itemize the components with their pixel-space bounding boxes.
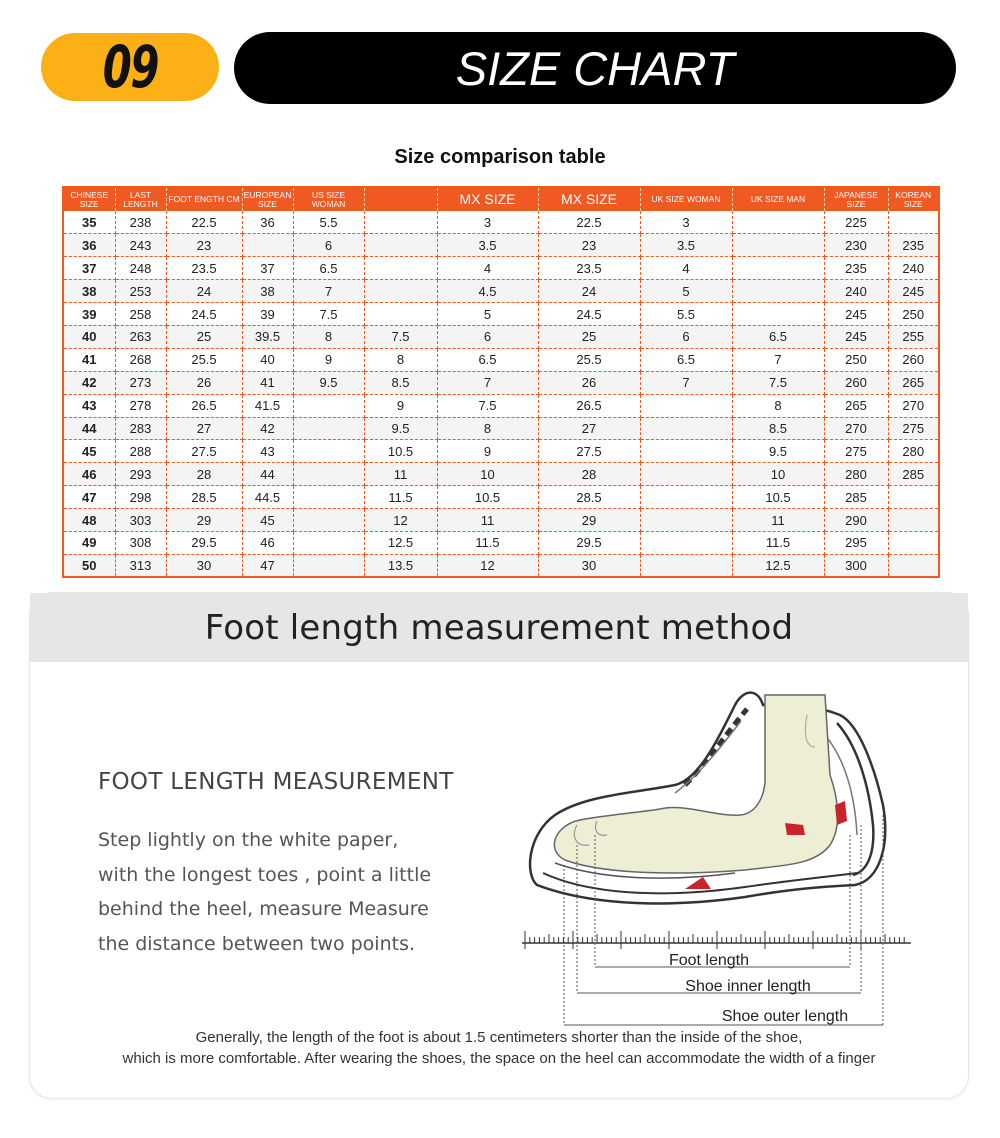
footnote-line: Generally, the length of the foot is about 1.5 centimeters shorter than the inside of the shoe, <box>195 1029 803 1046</box>
column-header: FOOT ENGTH CM <box>166 187 242 211</box>
table-cell: 7.5 <box>293 303 364 326</box>
table-cell: 38 <box>242 280 293 303</box>
table-cell: 24.5 <box>166 303 242 326</box>
size-cell-chinese: 50 <box>63 554 115 577</box>
table-row <box>63 440 939 463</box>
table-cell <box>242 234 293 257</box>
size-cell-chinese: 44 <box>63 417 115 440</box>
size-cell-chinese: 47 <box>63 486 115 509</box>
table-cell <box>293 417 364 440</box>
table-cell <box>364 257 437 280</box>
size-cell-chinese: 38 <box>63 280 115 303</box>
table-cell: 270 <box>888 394 939 417</box>
table-row <box>63 531 939 554</box>
shoe-measurement-illustration <box>485 675 925 1025</box>
table-cell: 240 <box>888 257 939 280</box>
table-cell: 230 <box>824 234 888 257</box>
size-cell-chinese: 45 <box>63 440 115 463</box>
table-cell <box>732 234 824 257</box>
table-cell: 6.5 <box>732 325 824 348</box>
table-cell: 6.5 <box>640 348 732 371</box>
method-heading: Foot length measurement method <box>204 607 794 648</box>
footnote-line: which is more comfortable. After wearing the shoes, the space on the heel can accommodate the width of a finger <box>122 1050 876 1067</box>
table-cell: 47 <box>242 554 293 577</box>
table-cell: 13.5 <box>364 554 437 577</box>
table-cell: 6.5 <box>437 348 538 371</box>
table-cell <box>293 509 364 532</box>
table-cell <box>293 486 364 509</box>
table-cell: 25 <box>166 325 242 348</box>
table-cell: 275 <box>824 440 888 463</box>
table-row <box>63 257 939 280</box>
table-cell: 5.5 <box>640 303 732 326</box>
table-cell <box>293 463 364 486</box>
table-cell: 11.5 <box>732 531 824 554</box>
section-number: 09 <box>102 33 158 101</box>
measurement-description <box>98 823 458 961</box>
table-row <box>63 394 939 417</box>
table-cell: 303 <box>115 509 166 532</box>
table-cell: 265 <box>824 394 888 417</box>
table-cell: 265 <box>888 371 939 394</box>
description-line: behind the heel, measure Measure <box>98 898 429 920</box>
table-cell: 250 <box>888 303 939 326</box>
table-cell <box>888 486 939 509</box>
table-cell: 5 <box>640 280 732 303</box>
table-cell: 28 <box>538 463 640 486</box>
table-cell: 23 <box>166 234 242 257</box>
table-cell: 245 <box>888 280 939 303</box>
table-row <box>63 554 939 577</box>
table-cell: 5.5 <box>293 211 364 234</box>
table-cell <box>640 486 732 509</box>
table-cell: 24.5 <box>538 303 640 326</box>
table-cell: 8.5 <box>364 371 437 394</box>
table-cell: 27 <box>538 417 640 440</box>
table-cell: 12.5 <box>732 554 824 577</box>
size-cell-chinese: 41 <box>63 348 115 371</box>
table-row <box>63 234 939 257</box>
table-cell: 25.5 <box>538 348 640 371</box>
table-cell <box>732 257 824 280</box>
table-cell: 24 <box>538 280 640 303</box>
table-cell: 11 <box>437 509 538 532</box>
column-header: UK SIZE WOMAN <box>640 187 732 211</box>
table-cell <box>364 280 437 303</box>
table-cell <box>364 303 437 326</box>
table-cell: 245 <box>824 303 888 326</box>
table-cell: 3 <box>640 211 732 234</box>
table-row <box>63 211 939 234</box>
table-cell: 295 <box>824 531 888 554</box>
table-cell: 29.5 <box>538 531 640 554</box>
table-cell: 280 <box>888 440 939 463</box>
table-cell: 9 <box>437 440 538 463</box>
table-cell: 44.5 <box>242 486 293 509</box>
column-header: CHINESE SIZE <box>63 187 115 211</box>
table-cell: 3 <box>437 211 538 234</box>
table-cell: 4 <box>640 257 732 280</box>
table-cell: 6 <box>293 234 364 257</box>
table-cell <box>732 280 824 303</box>
table-row <box>63 486 939 509</box>
table-cell: 250 <box>824 348 888 371</box>
table-cell: 3.5 <box>640 234 732 257</box>
table-cell <box>364 211 437 234</box>
foot-length-label: Foot length <box>668 952 750 969</box>
table-cell <box>293 554 364 577</box>
shoe-outer-length-label: Shoe outer length <box>721 1008 849 1025</box>
table-cell: 248 <box>115 257 166 280</box>
table-row <box>63 371 939 394</box>
table-cell: 283 <box>115 417 166 440</box>
table-cell: 255 <box>888 325 939 348</box>
table-cell: 8 <box>293 325 364 348</box>
measurement-subtitle: FOOT LENGTH MEASUREMENT <box>98 769 454 795</box>
table-row <box>63 463 939 486</box>
table-cell <box>888 531 939 554</box>
table-cell: 30 <box>166 554 242 577</box>
table-cell: 26.5 <box>166 394 242 417</box>
table-cell: 11 <box>732 509 824 532</box>
table-cell: 8.5 <box>732 417 824 440</box>
table-cell: 253 <box>115 280 166 303</box>
size-cell-chinese: 35 <box>63 211 115 234</box>
table-cell: 29.5 <box>166 531 242 554</box>
table-cell: 37 <box>242 257 293 280</box>
table-cell <box>640 417 732 440</box>
table-cell: 273 <box>115 371 166 394</box>
table-cell: 22.5 <box>538 211 640 234</box>
table-cell: 235 <box>824 257 888 280</box>
column-header: JAPANESE SIZE <box>824 187 888 211</box>
table-cell <box>640 394 732 417</box>
table-cell: 26 <box>166 371 242 394</box>
table-cell <box>640 440 732 463</box>
table-cell: 7 <box>732 348 824 371</box>
shoe-inner-length-label: Shoe inner length <box>685 978 811 995</box>
table-cell: 6 <box>437 325 538 348</box>
size-comparison-table <box>62 186 940 578</box>
table-cell: 44 <box>242 463 293 486</box>
table-row <box>63 417 939 440</box>
table-cell: 12.5 <box>364 531 437 554</box>
table-cell: 39.5 <box>242 325 293 348</box>
table-cell: 27.5 <box>166 440 242 463</box>
table-cell: 258 <box>115 303 166 326</box>
table-cell <box>732 303 824 326</box>
table-cell <box>640 509 732 532</box>
table-cell: 46 <box>242 531 293 554</box>
table-cell: 8 <box>732 394 824 417</box>
table-cell: 7 <box>640 371 732 394</box>
table-cell: 300 <box>824 554 888 577</box>
table-cell: 285 <box>888 463 939 486</box>
column-header: EUROPEAN SIZE <box>242 187 293 211</box>
table-cell: 10 <box>437 463 538 486</box>
table-cell: 243 <box>115 234 166 257</box>
table-cell: 27.5 <box>538 440 640 463</box>
description-line: the distance between two points. <box>98 932 416 955</box>
table-cell: 10.5 <box>364 440 437 463</box>
table-cell: 7 <box>293 280 364 303</box>
table-cell: 263 <box>115 325 166 348</box>
table-cell <box>640 531 732 554</box>
table-cell <box>640 554 732 577</box>
page-title: SIZE CHART <box>455 41 735 95</box>
table-row <box>63 325 939 348</box>
table-cell <box>888 211 939 234</box>
table-cell: 9 <box>293 348 364 371</box>
column-header: UK SIZE MAN <box>732 187 824 211</box>
table-cell: 260 <box>888 348 939 371</box>
table-cell: 288 <box>115 440 166 463</box>
table-cell: 11.5 <box>437 531 538 554</box>
table-cell: 8 <box>437 417 538 440</box>
table-cell: 23.5 <box>538 257 640 280</box>
table-cell: 11 <box>364 463 437 486</box>
size-cell-chinese: 49 <box>63 531 115 554</box>
table-body <box>63 211 939 577</box>
table-cell: 25.5 <box>166 348 242 371</box>
table-cell: 3.5 <box>437 234 538 257</box>
size-cell-chinese: 36 <box>63 234 115 257</box>
table-cell: 41.5 <box>242 394 293 417</box>
table-cell: 7.5 <box>437 394 538 417</box>
table-cell: 10 <box>732 463 824 486</box>
table-cell: 240 <box>824 280 888 303</box>
column-header: MX SIZE <box>437 187 538 211</box>
title-bar <box>234 32 956 104</box>
table-cell: 285 <box>824 486 888 509</box>
table-cell: 12 <box>364 509 437 532</box>
table-cell: 24 <box>166 280 242 303</box>
size-cell-chinese: 48 <box>63 509 115 532</box>
table-cell: 278 <box>115 394 166 417</box>
table-cell: 9.5 <box>364 417 437 440</box>
size-cell-chinese: 46 <box>63 463 115 486</box>
table-cell: 10.5 <box>732 486 824 509</box>
table-cell: 10.5 <box>437 486 538 509</box>
table-caption: Size comparison table <box>394 146 606 168</box>
table-cell <box>364 234 437 257</box>
table-cell: 23.5 <box>166 257 242 280</box>
description-line: Step lightly on the white paper, <box>98 829 399 851</box>
table-cell <box>640 463 732 486</box>
table-cell: 313 <box>115 554 166 577</box>
table-cell: 29 <box>538 509 640 532</box>
table-cell: 298 <box>115 486 166 509</box>
table-cell: 27 <box>166 417 242 440</box>
table-cell: 40 <box>242 348 293 371</box>
method-header <box>30 593 968 662</box>
table-cell: 260 <box>824 371 888 394</box>
column-header: KOREAN SIZE <box>888 187 939 211</box>
table-cell: 25 <box>538 325 640 348</box>
table-cell <box>888 554 939 577</box>
section-number-badge <box>41 33 219 101</box>
table-cell <box>293 531 364 554</box>
size-cell-chinese: 42 <box>63 371 115 394</box>
column-header: US SIZE WOMAN <box>293 187 364 211</box>
table-cell: 29 <box>166 509 242 532</box>
table-cell: 238 <box>115 211 166 234</box>
table-cell: 12 <box>437 554 538 577</box>
table-cell: 45 <box>242 509 293 532</box>
table-cell: 290 <box>824 509 888 532</box>
table-cell: 26 <box>538 371 640 394</box>
table-cell: 39 <box>242 303 293 326</box>
table-cell: 30 <box>538 554 640 577</box>
table-cell: 9 <box>364 394 437 417</box>
table-cell: 42 <box>242 417 293 440</box>
table-cell <box>293 440 364 463</box>
table-cell: 7 <box>437 371 538 394</box>
table-cell: 268 <box>115 348 166 371</box>
table-cell: 9.5 <box>732 440 824 463</box>
table-cell: 8 <box>364 348 437 371</box>
table-cell: 11.5 <box>364 486 437 509</box>
table-cell: 235 <box>888 234 939 257</box>
column-header: LAST LENGTH <box>115 187 166 211</box>
table-cell: 225 <box>824 211 888 234</box>
table-cell: 5 <box>437 303 538 326</box>
table-cell <box>732 211 824 234</box>
description-line: with the longest toes , point a little <box>98 863 432 886</box>
table-cell: 28.5 <box>166 486 242 509</box>
table-row <box>63 280 939 303</box>
shoe-drawing <box>530 693 885 904</box>
table-header-row <box>63 187 939 211</box>
table-row <box>63 303 939 326</box>
table-cell: 28.5 <box>538 486 640 509</box>
column-header: MX SIZE <box>538 187 640 211</box>
column-header <box>364 187 437 211</box>
table-cell: 308 <box>115 531 166 554</box>
table-cell: 4 <box>437 257 538 280</box>
table-cell <box>888 509 939 532</box>
table-cell: 280 <box>824 463 888 486</box>
measurement-method-card <box>30 593 968 1098</box>
table-cell: 41 <box>242 371 293 394</box>
table-cell: 6 <box>640 325 732 348</box>
table-cell: 9.5 <box>293 371 364 394</box>
table-cell: 293 <box>115 463 166 486</box>
table-cell: 22.5 <box>166 211 242 234</box>
table-cell: 4.5 <box>437 280 538 303</box>
table-row <box>63 348 939 371</box>
table-cell: 28 <box>166 463 242 486</box>
table-cell: 245 <box>824 325 888 348</box>
table-cell: 23 <box>538 234 640 257</box>
size-cell-chinese: 40 <box>63 325 115 348</box>
table-cell: 7.5 <box>364 325 437 348</box>
size-cell-chinese: 43 <box>63 394 115 417</box>
size-cell-chinese: 39 <box>63 303 115 326</box>
table-cell: 36 <box>242 211 293 234</box>
table-cell: 270 <box>824 417 888 440</box>
table-cell: 26.5 <box>538 394 640 417</box>
table-cell: 7.5 <box>732 371 824 394</box>
ruler <box>522 931 911 949</box>
table-row <box>63 509 939 532</box>
table-cell: 43 <box>242 440 293 463</box>
table-cell <box>293 394 364 417</box>
table-cell: 6.5 <box>293 257 364 280</box>
table-cell: 275 <box>888 417 939 440</box>
size-cell-chinese: 37 <box>63 257 115 280</box>
